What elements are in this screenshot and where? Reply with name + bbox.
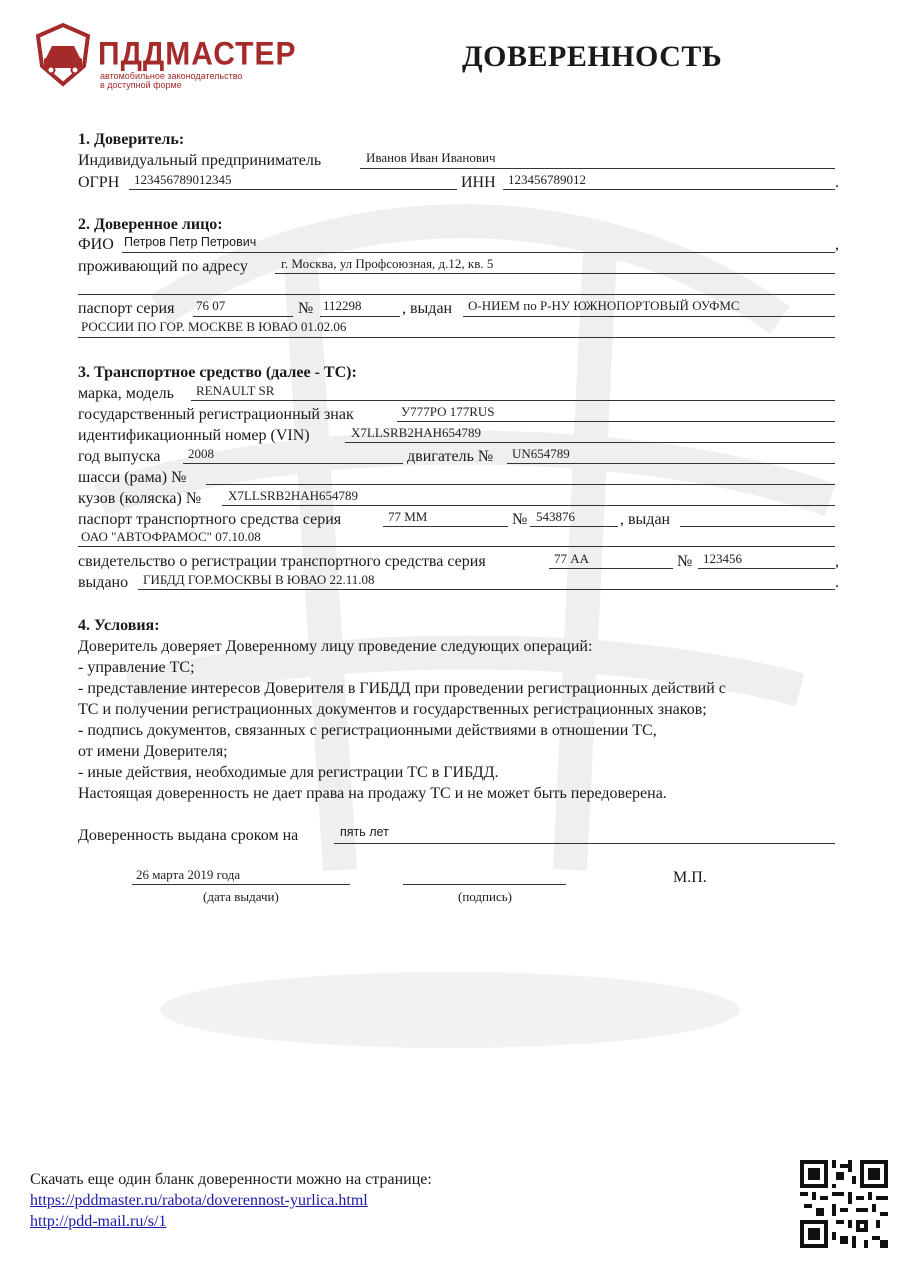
engine-label: двигатель № [407, 448, 494, 465]
pts-no-label: № [512, 511, 528, 528]
plate-line [397, 421, 835, 422]
sts-series-value: 77 АА [554, 551, 590, 566]
body-value: X7LLSRB2HAH654789 [228, 488, 359, 503]
signature-line [403, 884, 566, 885]
passport-no-line [320, 316, 400, 317]
section-3-heading: 3. Транспортное средство (далее - ТС): [78, 364, 357, 381]
sts-no-label: № [677, 553, 693, 570]
passport-series-line [193, 316, 293, 317]
engine-value: UN654789 [512, 446, 570, 461]
fio-value: Петров Петр Петрович [124, 235, 257, 249]
address-line-2 [78, 294, 835, 295]
body-label: кузов (коляска) № [78, 490, 202, 507]
chassis-label: шасси (рама) № [78, 469, 187, 486]
document-title: ДОВЕРЕННОСТЬ [462, 40, 723, 73]
address-line [275, 273, 835, 274]
address-label: проживающий по адресу [78, 258, 248, 275]
address-value: г. Москва, ул Профсоюзная, д.12, кв. 5 [281, 256, 494, 271]
inn-label: ИНН [461, 174, 496, 191]
ogrn-label: ОГРН [78, 174, 120, 191]
fio-comma: , [835, 236, 839, 253]
body-line [222, 505, 835, 506]
plate-label: государственный регистрационный знак [78, 406, 354, 423]
pts-no-value: 543876 [536, 509, 575, 524]
year-label: год выпуска [78, 448, 161, 465]
passport-issued-value-1: О-НИЕМ по Р-НУ ЮЖНОПОРТОВЫЙ ОУФМС [468, 298, 740, 313]
ip-line [360, 168, 835, 169]
chassis-line [206, 484, 835, 485]
condition-line-2: - управление ТС; [78, 659, 195, 676]
footer-link-pddmaster[interactable]: https://pddmaster.ru/rabota/doverennost-yurlica.html [30, 1192, 368, 1209]
section-1-heading: 1. Доверитель: [78, 131, 185, 148]
model-line [191, 400, 835, 401]
passport-no-value: 112298 [323, 298, 362, 313]
sts-issued-label: выдано [78, 574, 129, 591]
issue-date-value: 26 марта 2019 года [136, 867, 241, 882]
pts-issued-line [680, 526, 835, 527]
pts-label: паспорт транспортного средства серия [78, 511, 342, 528]
term-value: пять лет [340, 825, 389, 839]
term-line [334, 843, 835, 844]
ogrn-line [129, 189, 457, 190]
model-label: марка, модель [78, 385, 174, 402]
inn-period: . [835, 174, 839, 191]
sts-comma: , [835, 553, 839, 570]
fio-label: ФИО [78, 236, 114, 253]
section-2-heading: 2. Доверенное лицо: [78, 216, 223, 233]
brand-tagline-2: в доступной форме [100, 80, 182, 90]
condition-line-5: - подпись документов, связанных с регистрационными действиями в отношении ТС, [78, 722, 657, 739]
condition-line-3: - представление интересов Доверителя в ГИБДД при проведении регистрационных действий с [78, 680, 726, 697]
passport-issued-label: , выдан [402, 300, 453, 317]
year-line [183, 463, 403, 464]
ogrn-value: 123456789012345 [134, 172, 232, 187]
sts-no-line [698, 568, 835, 569]
pts-no-line [530, 526, 618, 527]
fio-line [122, 252, 835, 253]
passport-issued-value-2: РОССИИ ПО ГОР. МОСКВЕ В ЮВАО 01.02.06 [81, 319, 347, 334]
inn-value: 123456789012 [508, 172, 586, 187]
stamp-place: М.П. [673, 869, 707, 886]
brand-logo [32, 22, 94, 93]
sts-label: свидетельство о регистрации транспортного средства серия [78, 553, 486, 570]
model-value: RENAULT SR [196, 383, 275, 398]
term-label: Доверенность выдана сроком на [78, 827, 299, 844]
vin-value: X7LLSRB2HAH654789 [351, 425, 482, 440]
sts-period: . [835, 574, 839, 591]
pts-issued-label: , выдан [620, 511, 671, 528]
passport-no-label: № [298, 300, 314, 317]
signature-caption: (подпись) [458, 889, 512, 904]
condition-line-8: Настоящая доверенность не дает права на продажу ТС и не может быть передоверена. [78, 785, 667, 802]
sts-issued-line [138, 589, 835, 590]
sts-series-line [549, 568, 673, 569]
issue-date-caption: (дата выдачи) [203, 889, 279, 904]
condition-line-6: от имени Доверителя; [78, 743, 228, 760]
passport-series-value: 76 07 [196, 298, 226, 313]
year-value: 2008 [188, 446, 214, 461]
condition-line-4: ТС и получении регистрационных документов и государственных регистрационных знаков; [78, 701, 707, 718]
section-4-heading: 4. Условия: [78, 617, 160, 634]
car-shield-icon [32, 22, 94, 88]
ip-label: Индивидуальный предприниматель [78, 152, 322, 169]
footer-link-pdd-mail[interactable]: http://pdd-mail.ru/s/1 [30, 1213, 167, 1230]
brand-name: ПДДМАСТЕР [98, 36, 297, 73]
pts-series-line [383, 526, 508, 527]
ip-value: Иванов Иван Иванович [366, 150, 496, 165]
pts-series-value: 77 ММ [388, 509, 428, 524]
passport-issued-line [463, 316, 835, 317]
brand-tagline-1: автомобильное законодательство [100, 71, 243, 81]
plate-value: У777РО 177RUS [401, 404, 495, 419]
passport-series-label: паспорт серия [78, 300, 175, 317]
footer-text: Скачать еще один бланк доверенности можно на странице: [30, 1171, 432, 1188]
sts-issued-value: ГИБДД ГОР.МОСКВЫ В ЮВАО 22.11.08 [143, 572, 375, 587]
vin-label: идентификационный номер (VIN) [78, 427, 310, 444]
engine-line [507, 463, 835, 464]
qr-code-icon[interactable] [800, 1160, 888, 1248]
pts-issued-line-2 [78, 546, 835, 547]
passport-issued-line-2 [78, 337, 835, 338]
sts-no-value: 123456 [703, 551, 742, 566]
inn-line [503, 189, 835, 190]
condition-line-7: - иные действия, необходимые для регистрации ТС в ГИБДД. [78, 764, 499, 781]
condition-line-1: Доверитель доверяет Доверенному лицу проведение следующих операций: [78, 638, 593, 655]
issue-date-line [132, 884, 350, 885]
vin-line [345, 442, 835, 443]
pts-issued-value: ОАО "АВТОФРАМОС" 07.10.08 [81, 529, 261, 544]
